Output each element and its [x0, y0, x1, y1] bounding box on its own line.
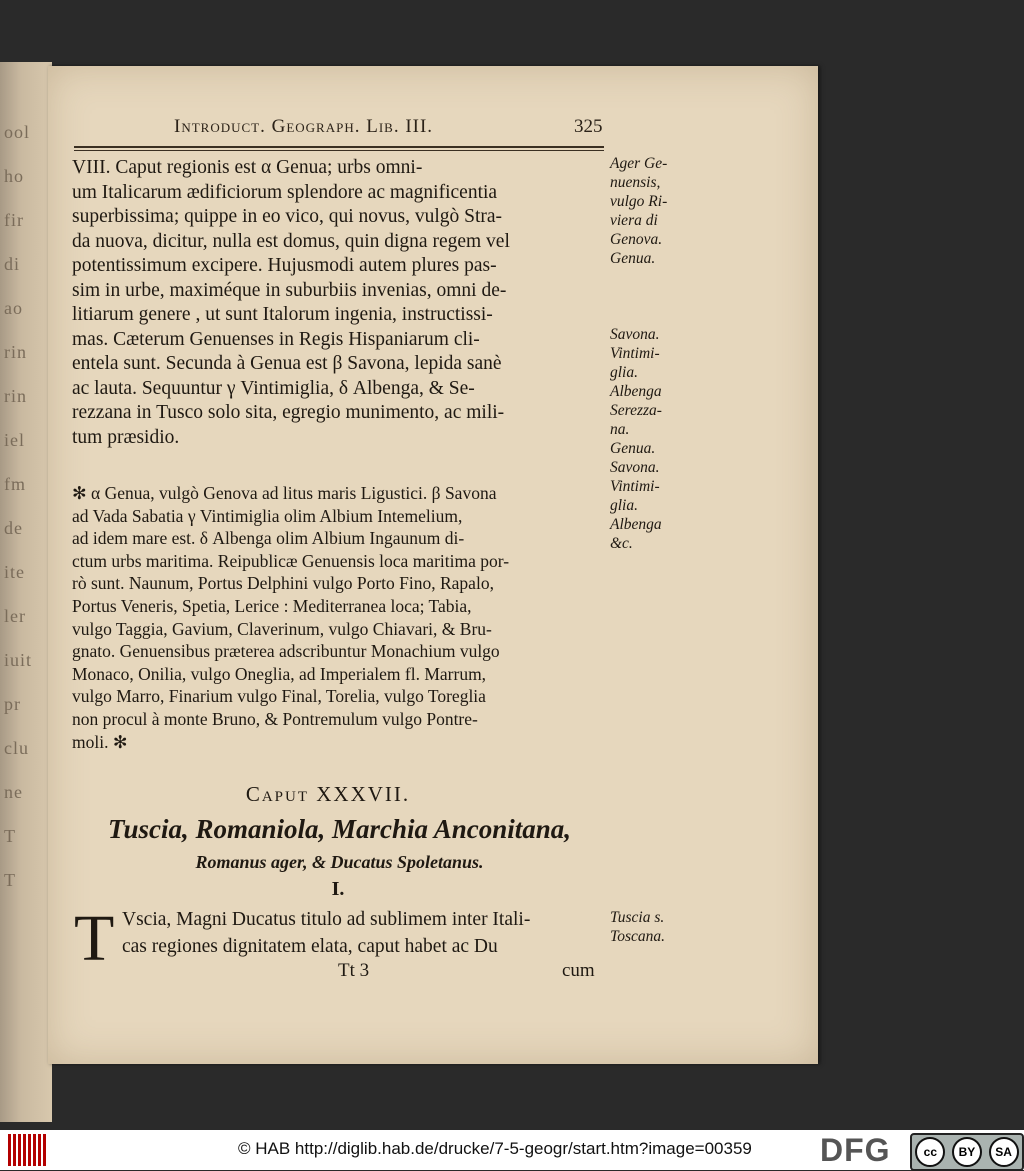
margin-note: Genova.	[610, 231, 663, 248]
left-page-fragment: fir	[4, 210, 24, 230]
page-number: 325	[574, 116, 603, 137]
left-page-fragment: ite	[4, 562, 25, 582]
running-head: Introduct. Geograph. Lib. III.	[174, 116, 434, 137]
note-line: Portus Veneris, Spetia, Lerice : Mediterranea loca; Tabia,	[72, 595, 472, 616]
footer-bar	[0, 1130, 1024, 1170]
by-icon: BY	[952, 1137, 982, 1167]
chapter-subheading: Romanus ager, & Ducatus Spoletanus.	[195, 852, 484, 872]
chapter-heading: Tuscia, Romaniola, Marchia Anconitana,	[107, 814, 572, 844]
margin-note: Tuscia s.	[610, 909, 665, 926]
margin-note: Vintimi-	[610, 345, 660, 362]
marginal-notes-bottom	[610, 908, 700, 946]
text-line: Vscia, Magni Ducatus titulo ad sublimem inter Itali-	[122, 909, 531, 930]
left-page-edge	[0, 62, 52, 1122]
left-page-fragment: iuit	[4, 650, 33, 670]
cc-icon: cc	[915, 1137, 945, 1167]
text-line: mas. Cæterum Genuenses in Regis Hispaniarum cli-	[72, 328, 480, 350]
margin-note	[610, 287, 700, 306]
margin-note: Savona.	[610, 326, 660, 343]
chapter-title: Caput XXXVII.	[245, 782, 411, 806]
note-line: rò sunt. Naunum, Portus Delphini vulgo Porto Fino, Rapalo,	[72, 573, 494, 594]
left-page-fragment: ool	[4, 122, 31, 142]
margin-note: Genua.	[610, 250, 656, 267]
text-line: tum præsidio.	[72, 426, 180, 448]
paragraph-viii	[72, 156, 607, 450]
left-page-fragment: ler	[4, 606, 26, 626]
left-page-fragment: rin	[4, 342, 27, 362]
left-page-fragment: ho	[4, 166, 24, 186]
marginal-notes	[610, 154, 700, 553]
left-page-fragment: ne	[4, 782, 23, 802]
note-line: ad idem mare est. δ Albenga olim Albium Ingaunum di-	[72, 528, 465, 549]
margin-note: Albenga	[610, 516, 662, 533]
note-line: non procul à monte Bruno, & Pontremulum vulgo Pontre-	[72, 708, 478, 729]
text-line: um Italicarum ædificiorum splendore ac magnificentia	[72, 181, 498, 203]
margin-note: Genua.	[610, 440, 656, 457]
book-page	[48, 66, 818, 1064]
margin-note: Serezza-	[610, 402, 662, 419]
footnote-block	[72, 482, 607, 753]
left-page-fragment: di	[4, 254, 21, 274]
text-line: VIII. Caput regionis est α Genua; urbs omni-	[72, 157, 423, 178]
text-line: entela sunt. Secunda à Genua est β Savona, lepida sanè	[72, 353, 502, 374]
text-line: rezzana in Tusco solo sita, egregio munimento, ac mili-	[72, 402, 505, 423]
text-line: superbissima; quippe in eo vico, qui novus, vulgò Stra-	[72, 206, 503, 227]
margin-note: Toscana.	[610, 928, 665, 945]
left-page-fragment: T	[4, 870, 16, 890]
text-line: potentissimum excipere. Hujusmodi autem plures pas-	[72, 255, 497, 276]
signature-mark: Tt 3	[338, 960, 370, 981]
left-page-fragment: pr	[4, 694, 21, 714]
margin-note: Savona.	[610, 459, 660, 476]
margin-note: &c.	[610, 535, 633, 552]
margin-note: nuensis,	[610, 174, 661, 191]
note-line: gnato. Genuensibus præterea adscribuntur Monachium vulgo	[72, 641, 500, 662]
left-page-fragment: de	[4, 518, 23, 538]
text-line: da nuova, dicitur, nulla est domus, quin digna regem vel	[72, 230, 510, 252]
hab-logo-icon[interactable]	[8, 1134, 46, 1166]
text-line: ac lauta. Sequuntur γ Vintimiglia, δ Albenga, & Se-	[72, 377, 475, 399]
note-line: ad Vada Sabatia γ Vintimiglia olim Albium Intemelium,	[72, 505, 463, 526]
margin-note	[610, 306, 700, 325]
header-rule	[74, 146, 604, 151]
dfg-logo[interactable]: DFG	[820, 1132, 891, 1168]
margin-note: glia.	[610, 497, 638, 514]
margin-note: Vintimi-	[610, 478, 660, 495]
drop-cap: T	[74, 902, 115, 975]
left-page-fragment: fm	[4, 474, 26, 494]
left-page-fragment: rin	[4, 386, 27, 406]
note-line: ✻ α Genua, vulgò Genova ad litus maris Ligustici. β Savona	[72, 483, 497, 503]
catchword: cum	[562, 960, 595, 981]
left-page-fragment: T	[4, 826, 16, 846]
margin-note	[610, 268, 700, 287]
left-page-fragment: clu	[4, 738, 29, 758]
source-link[interactable]: © HAB http://diglib.hab.de/drucke/7-5-geogr/start.htm?image=00359	[238, 1139, 752, 1158]
margin-note: na.	[610, 421, 630, 438]
margin-note: Ager Ge-	[610, 155, 668, 172]
note-line: Monaco, Onilia, vulgo Oneglia, ad Imperialem fl. Marrum,	[72, 663, 487, 684]
left-page-fragment: iel	[4, 430, 25, 450]
section-number: I.	[331, 878, 345, 900]
sa-icon: SA	[989, 1137, 1019, 1167]
text-line: litiarum genere , ut sunt Italorum ingenia, instructissi-	[72, 304, 493, 325]
margin-note: viera di	[610, 212, 658, 229]
note-line: vulgo Taggia, Gavium, Claverinum, vulgo Chiavari, & Bru-	[72, 618, 492, 639]
note-line: moli. ✻	[72, 731, 128, 752]
text-line: sim in urbe, maximéque in suburbiis invenias, omni de-	[72, 279, 507, 301]
margin-note: vulgo Ri-	[610, 193, 668, 210]
text-line: cas regiones dignitatem elata, caput habet ac Du	[122, 936, 498, 957]
margin-note: glia.	[610, 364, 638, 381]
cc-license-badge[interactable]	[910, 1133, 1024, 1171]
first-paragraph	[122, 906, 606, 960]
note-line: vulgo Marro, Finarium vulgo Final, Torelia, vulgo Toreglia	[72, 686, 486, 707]
left-page-fragment: ao	[4, 298, 23, 318]
note-line: ctum urbs maritima. Reipublicæ Genuensis loca maritima por-	[72, 550, 510, 571]
margin-note: Albenga	[610, 383, 662, 400]
